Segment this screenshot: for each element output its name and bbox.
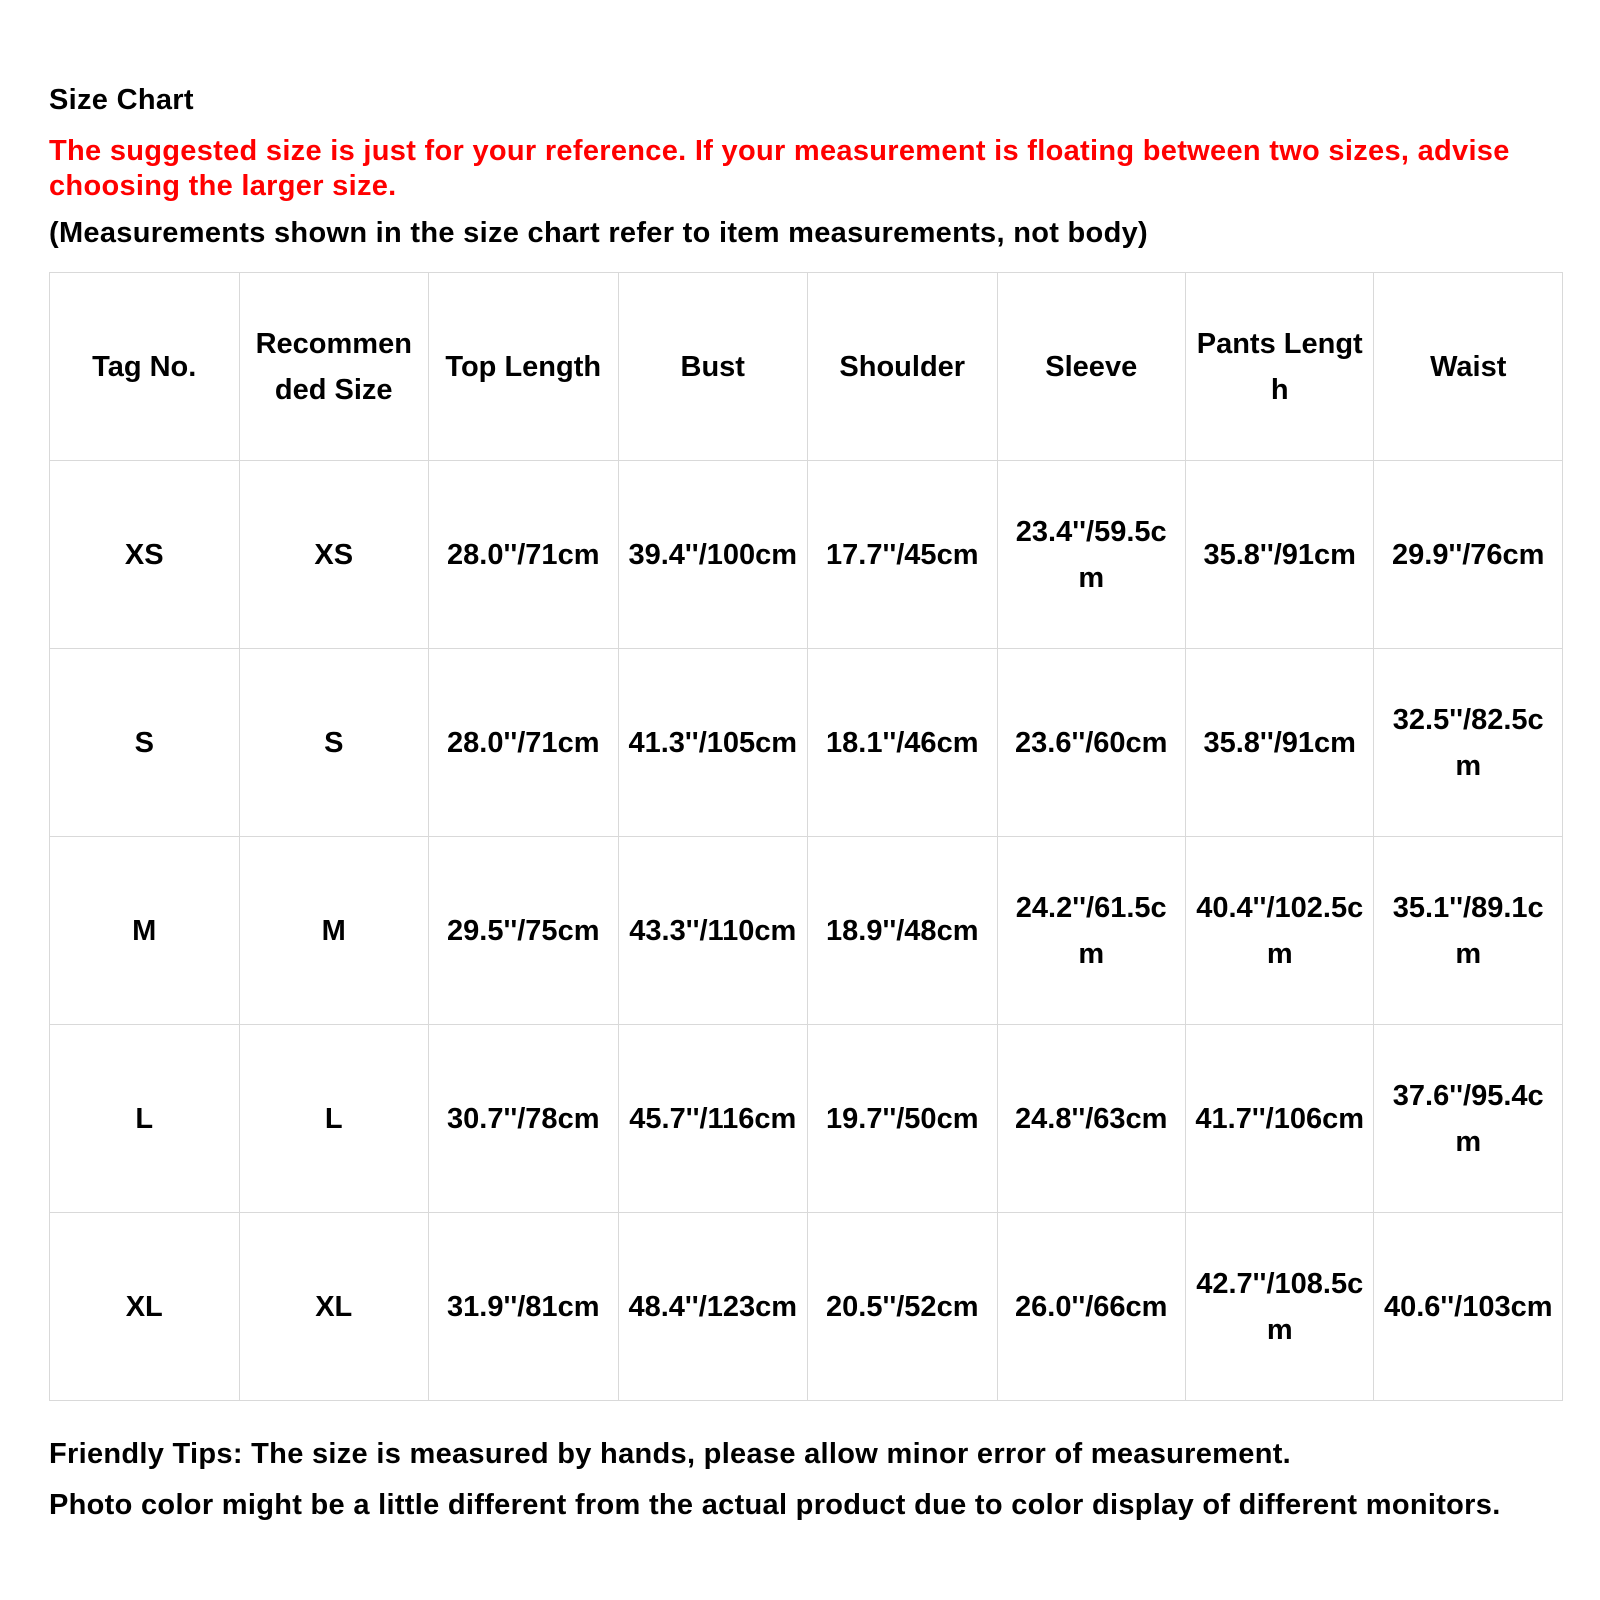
cell-bust: 43.3''/110cm [618,837,808,1025]
cell-recommended-size: S [239,649,429,837]
header-recommended-size: Recommended Size [239,273,429,461]
size-notice: The suggested size is just for your reference. If your measurement is floating between two sizes, advise choosing the larger size. [49,135,1510,202]
table-row [50,1025,1563,1213]
cell-pants-length: 35.8''/91cm [1185,649,1373,837]
header-top-length: Top Length [429,273,619,461]
header-tag-no: Tag No. [50,273,240,461]
header-pants-length: Pants Length [1185,273,1373,461]
measurement-disclaimer: (Measurements shown in the size chart refer to item measurements, not body) [49,217,1148,249]
cell-shoulder: 17.7''/45cm [808,461,998,649]
cell-tag-no: XS [50,461,240,649]
header-shoulder: Shoulder [808,273,998,461]
cell-waist: 29.9''/76cm [1374,461,1563,649]
cell-pants-length: 41.7''/106cm [1185,1025,1373,1213]
cell-top-length: 30.7''/78cm [429,1025,619,1213]
cell-tag-no: M [50,837,240,1025]
cell-sleeve: 26.0''/66cm [997,1213,1185,1401]
cell-sleeve: 24.2''/61.5cm [997,837,1185,1025]
cell-tag-no: L [50,1025,240,1213]
cell-recommended-size: M [239,837,429,1025]
cell-tag-no: XL [50,1213,240,1401]
cell-top-length: 29.5''/75cm [429,837,619,1025]
page-title: Size Chart [49,84,194,116]
cell-bust: 41.3''/105cm [618,649,808,837]
cell-waist: 37.6''/95.4cm [1374,1025,1563,1213]
size-chart-table [49,272,1563,1401]
cell-waist: 35.1''/89.1cm [1374,837,1563,1025]
friendly-tip: Friendly Tips: The size is measured by hands, please allow minor error of measurement. [49,1438,1292,1470]
cell-shoulder: 18.1''/46cm [808,649,998,837]
cell-recommended-size: XS [239,461,429,649]
cell-sleeve: 23.4''/59.5cm [997,461,1185,649]
cell-tag-no: S [50,649,240,837]
header-bust: Bust [618,273,808,461]
photo-color-note: Photo color might be a little different from the actual product due to color display of different monitors. [49,1489,1501,1521]
cell-sleeve: 24.8''/63cm [997,1025,1185,1213]
cell-pants-length: 42.7''/108.5cm [1185,1213,1373,1401]
cell-shoulder: 18.9''/48cm [808,837,998,1025]
cell-pants-length: 40.4''/102.5cm [1185,837,1373,1025]
header-sleeve: Sleeve [997,273,1185,461]
cell-bust: 45.7''/116cm [618,1025,808,1213]
cell-sleeve: 23.6''/60cm [997,649,1185,837]
table-header-row [50,273,1563,461]
cell-recommended-size: XL [239,1213,429,1401]
table-row [50,461,1563,649]
table-row [50,649,1563,837]
cell-top-length: 31.9''/81cm [429,1213,619,1401]
cell-recommended-size: L [239,1025,429,1213]
table-row [50,837,1563,1025]
cell-top-length: 28.0''/71cm [429,461,619,649]
cell-top-length: 28.0''/71cm [429,649,619,837]
header-waist: Waist [1374,273,1563,461]
cell-shoulder: 20.5''/52cm [808,1213,998,1401]
cell-waist: 32.5''/82.5cm [1374,649,1563,837]
cell-pants-length: 35.8''/91cm [1185,461,1373,649]
cell-waist: 40.6''/103cm [1374,1213,1563,1401]
cell-bust: 39.4''/100cm [618,461,808,649]
table-row [50,1213,1563,1401]
cell-shoulder: 19.7''/50cm [808,1025,998,1213]
cell-bust: 48.4''/123cm [618,1213,808,1401]
